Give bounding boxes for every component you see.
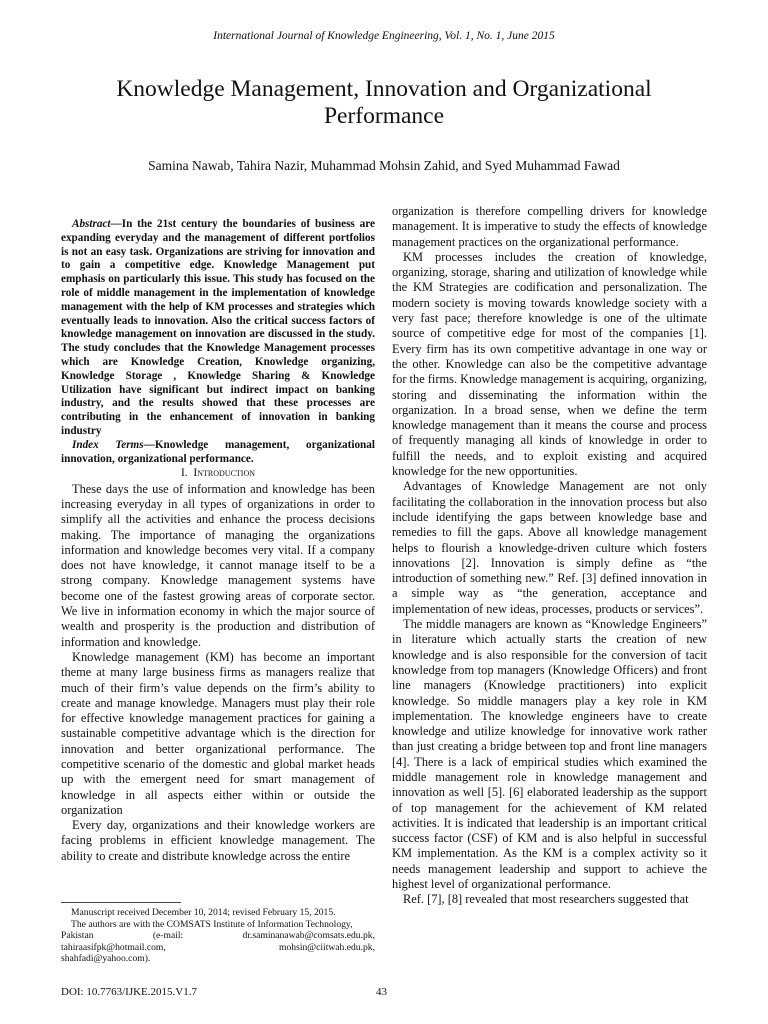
- footnote-email-row: [61, 930, 375, 942]
- body-paragraph: Every day, organizations and their knowledge workers are facing problems in efficient knowledge management. The ability to create and distribute knowledge across the entire: [61, 818, 375, 863]
- footnote-email-label: (e-mail:: [152, 930, 184, 942]
- author-list: Samina Nawab, Tahira Nazir, Muhammad Mohsin Zahid, and Syed Muhammad Fawad: [148, 158, 620, 173]
- footnote-email: tahiraasifpk@hotmail.com,: [61, 941, 166, 953]
- section-heading: [61, 466, 375, 481]
- journal-header: International Journal of Knowledge Engineering, Vol. 1, No. 1, June 2015: [213, 30, 555, 42]
- doi: DOI: 10.7763/IJKE.2015.V1.7: [61, 986, 197, 998]
- body-paragraph: Ref. [7], [8] revealed that most researchers suggested that: [403, 892, 689, 907]
- body-paragraph: These days the use of information and knowledge has been increasing everyday in all types of organizations in order to simplify all the activities and enhance the process decisions making. The importance of managing the organizations information and knowledge becomes very vital. If a company does not have knowledge, it cannot manage itself to be a strong company. Knowledge management systems have become one of the fastest growing areas of corporate sector. We live in information economy in which the major source of wealth and prosperity is the production and distribution of information and knowledge.: [61, 481, 375, 649]
- footnote-divider: [61, 902, 181, 903]
- footnote-country: Pakistan: [61, 930, 94, 942]
- abstract-label: Abstract: [72, 218, 111, 230]
- body-paragraph: Advantages of Knowledge Management are not only facilitating the collaboration in the innovation process but also include identifying the gaps between knowledge base and remedies to fill the gaps. Above all knowledge management helps to flourish a knowledge-driven culture which fosters innovations [2]. Innovation is simply define as “the introduction of something new.” Ref. [3] defined innovation in a simple way as “the generation, acceptance and implementation of new ideas, processes, products or services”.: [392, 479, 707, 616]
- section-number: I.: [180, 467, 188, 480]
- body-paragraph: Knowledge management (KM) has become an important theme at many large business firms as managers realize that much of their firm’s value depends on the firm’s ability to create and manage knowledge. Managers must play their role for effective knowledge management practices for gaining a sustainable competitive advantage which is the direction for innovation and better organizational performance. The competitive scenario of the domestic and global market heads up with the emergent need for smart management of knowledge in all aspects either within or outside the organization: [61, 649, 375, 817]
- page-number: 43: [376, 986, 387, 998]
- body-paragraph: organization is therefore compelling drivers for knowledge management. It is imperative to study the effects of knowledge management practices on the organizational performance.: [392, 204, 707, 249]
- footnote-email: shahfadi@yahoo.com).: [61, 953, 151, 965]
- abstract-text: —In the 21st century the boundaries of business are expanding everyday and the management of different portfolios is not an easy task. Organizations are striving for innovation and to gain a competitive edge. Knowledge Management put emphasis on particularly this issue. This study has focused on the role of middle management in the implementation of knowledge management with the help of KM processes and strategies which eventually leads to innovation. Also the critical success factors of knowledge management on innovation are discussed in the study. The study concludes that the Knowledge Management processes which are Knowledge Creation, Knowledge organizing, Knowledge Storage , Knowledge Sharing & Knowledge Utilization have significant but indirect impact on banking industry, and the results showed that these processes are contributing in the enhancement of innovation in banking industry: [61, 218, 375, 437]
- paper-title: Knowledge Management, Innovation and Organizational Performance: [116, 76, 652, 129]
- footnote-email: dr.saminanawab@comsats.edu.pk,: [242, 930, 375, 942]
- footnote-email: mohsin@ciitwah.edu.pk,: [279, 941, 375, 953]
- right-column: [392, 204, 707, 908]
- left-column: [61, 218, 375, 864]
- index-terms-label: Index Terms: [72, 438, 144, 451]
- index-terms: [61, 439, 375, 467]
- section-title: Introduction: [193, 467, 256, 480]
- body-paragraph: The middle managers are known as “Knowledge Engineers” in literature which actually starts the creation of new knowledge and is also responsible for the conversion of tacit knowledge from top managers (Knowledge Officers) and front line managers (Knowledge practitioners) into explicit knowledge. So middle managers play a key role in KM implementation. The knowledge engineers have to create knowledge and utilize knowledge for innovative work rather than just creating a bridge between top and front line managers [4]. There is a lack of empirical studies which examined the middle management role in knowledge management and innovation as well [5]. [6] elaborated leadership as the support of top management for the achievement of KM related activities. It is indicated that leadership is an important critical success factor (CSF) of KM and is also helpful in successful KM implementation. As the KM is a complex activity so it needs management leadership and support to achieve the highest level of organizational performance.: [392, 617, 707, 892]
- index-terms-text: —Knowledge management, organizational innovation, organizational performance.: [61, 438, 375, 465]
- footnote-affiliation: The authors are with the COMSATS Institute of Information Technology,: [71, 918, 353, 930]
- footnote-email-row: [61, 942, 375, 954]
- abstract: [61, 218, 375, 439]
- footnote: [61, 907, 375, 965]
- body-paragraph: KM processes includes the creation of knowledge, organizing, storage, sharing and utilization of knowledge while the KM Strategies are codification and personalization. The modern society is moving towards knowledge society with a very fast pace; therefore knowledge is one of the ultimate source of competitive edge for most of the companies [1]. Every firm has its own competitive advantage in one way or the other. Knowledge can also be the competitive advantage for the firms. Knowledge management is acquiring, organizing, storing and disseminating the information within the organization. In a broad sense, when we define the term knowledge management than it means the course and process of frequently managing all kinds of knowledge in order to fulfill the needs, and to exploit existing and acquired knowledge for the new opportunities.: [392, 249, 707, 479]
- footnote-received: Manuscript received December 10, 2014; revised February 15, 2015.: [71, 907, 336, 918]
